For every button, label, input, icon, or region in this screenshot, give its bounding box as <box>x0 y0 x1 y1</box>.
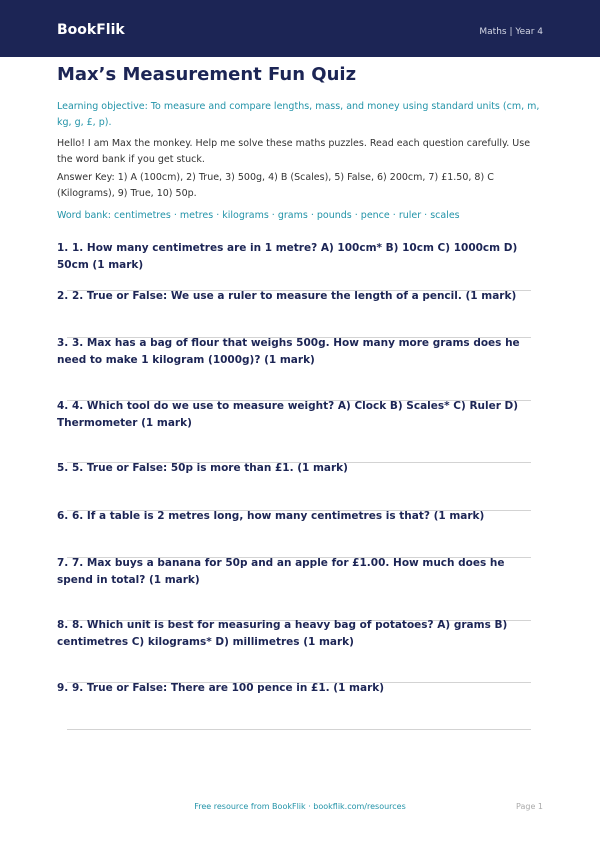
page-title: Max’s Measurement Fun Quiz <box>57 64 357 85</box>
question-7: 7. 7. Max buys a banana for 50p and an apple for £1.00. How much does he spend in total? (1 mark) <box>57 557 505 586</box>
word-bank: Word bank: centimetres · metres · kilograms · grams · pounds · pence · ruler · scales <box>57 210 460 221</box>
answer-key: Answer Key: 1) A (100cm), 2) True, 3) 500g, 4) B (Scales), 5) False, 6) 200cm, 7) £1.50, 8) C (Kilograms), 9) True, 10) 50p. <box>57 172 494 199</box>
learning-objective: Learning objective: To measure and compare lengths, mass, and money using standard units (cm, m, kg, g, £, p). <box>57 101 540 128</box>
question-5: 5. 5. True or False: 50p is more than £1. (1 mark) <box>57 462 348 474</box>
page-header <box>0 0 600 57</box>
question-6: 6. 6. If a table is 2 metres long, how many centimetres is that? (1 mark) <box>57 510 485 522</box>
question-2: 2. 2. True or False: We use a ruler to measure the length of a pencil. (1 mark) <box>57 290 517 302</box>
question-3: 3. 3. Max has a bag of flour that weighs 500g. How many more grams does he need to make 1 kilogram (1000g)? (1 mark) <box>57 337 520 366</box>
subject-year-label: Maths | Year 4 <box>479 27 543 37</box>
question-9: 9. 9. True or False: There are 100 pence in £1. (1 mark) <box>57 682 385 694</box>
brand-logo: BookFlik <box>57 22 125 38</box>
question-4: 4. 4. Which tool do we use to measure weight? A) Clock B) Scales* C) Ruler D) Thermometer (1 mark) <box>57 400 519 429</box>
intro-text: Hello! I am Max the monkey. Help me solve these maths puzzles. Read each question carefully. Use the word bank if you get stuck. <box>57 138 531 165</box>
question-8: 8. 8. Which unit is best for measuring a heavy bag of potatoes? A) grams B) centimetres C) kilograms* D) millimetres (1 mark) <box>57 619 508 648</box>
question-1: 1. 1. How many centimetres are in 1 metre? A) 100cm* B) 10cm C) 1000cm D) 50cm (1 mark) <box>57 242 518 271</box>
footer-credit: Free resource from BookFlik · bookflik.com/resources <box>194 802 406 811</box>
answer-line-9[interactable] <box>67 729 531 730</box>
page-number: Page 1 <box>516 802 543 811</box>
